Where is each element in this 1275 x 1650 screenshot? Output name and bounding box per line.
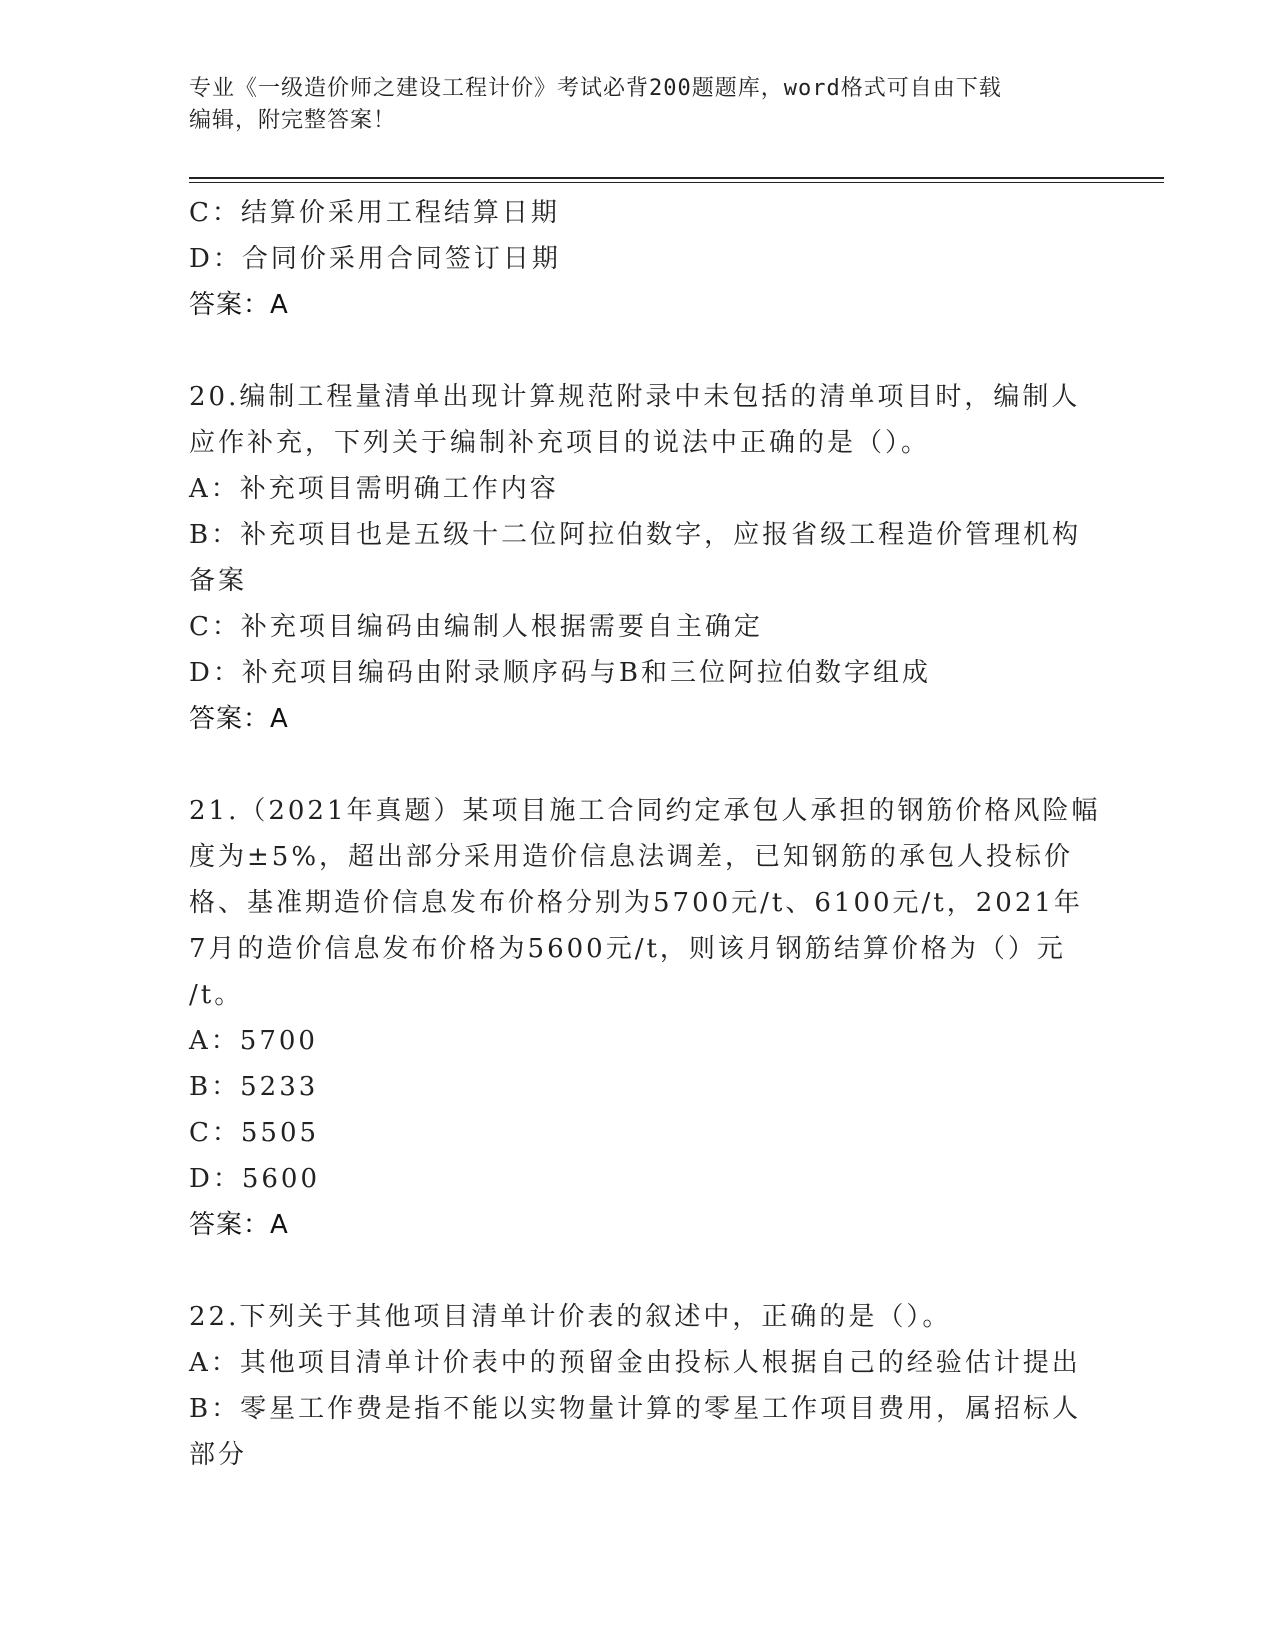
q22-option-a: A：其他项目清单计价表中的预留金由投标人根据自己的经验估计提出 bbox=[189, 1348, 1081, 1378]
q21-stem-line-3: 格、基准期造价信息发布价格分别为5700元/t、6100元/t，2021年 bbox=[189, 888, 1083, 918]
question-19 bbox=[189, 190, 1089, 328]
q20-option-b-line-1: B：补充项目也是五级十二位阿拉伯数字，应报省级工程造价管理机构 bbox=[189, 520, 1082, 550]
q22-stem-line-1: 22.下列关于其他项目清单计价表的叙述中，正确的是（）。 bbox=[189, 1302, 952, 1332]
q20-option-b-line-2: 备案 bbox=[189, 566, 248, 596]
q21-stem-line-4: 7月的造价信息发布价格为5600元/t，则该月钢筋结算价格为（）元 bbox=[189, 934, 1066, 964]
question-20 bbox=[189, 374, 1089, 742]
q19-option-c: C：结算价采用工程结算日期 bbox=[189, 198, 560, 228]
question-list bbox=[189, 190, 1101, 1478]
q21-option-b: B：5233 bbox=[189, 1072, 319, 1102]
q21-answer: 答案：A bbox=[189, 1210, 289, 1240]
header-divider-thin bbox=[189, 182, 1164, 183]
q21-stem-line-1: 21.（2021年真题）某项目施工合同约定承包人承担的钢筋价格风险幅 bbox=[189, 796, 1101, 826]
question-22 bbox=[189, 1294, 1089, 1478]
q19-option-d: D：合同价采用合同签订日期 bbox=[189, 244, 561, 274]
q21-option-a: A：5700 bbox=[189, 1026, 318, 1056]
spacer bbox=[189, 742, 1089, 788]
q20-stem-line-1: 20.编制工程量清单出现计算规范附录中未包括的清单项目时，编制人 bbox=[189, 382, 1081, 412]
question-21 bbox=[189, 788, 1101, 1248]
document-header bbox=[189, 73, 1089, 137]
header-line-2: 编辑，附完整答案！ bbox=[189, 108, 397, 133]
header-line-1: 专业《一级造价师之建设工程计价》考试必背200题题库，word格式可自由下载 bbox=[189, 76, 1002, 101]
q19-answer: 答案：A bbox=[189, 290, 289, 320]
q20-stem-line-2: 应作补充，下列关于编制补充项目的说法中正确的是（）。 bbox=[189, 428, 931, 458]
q21-option-d: D：5600 bbox=[189, 1164, 321, 1194]
q22-option-b-line-1: B：零星工作费是指不能以实物量计算的零星工作项目费用，属招标人 bbox=[189, 1394, 1082, 1424]
q20-option-c: C：补充项目编码由编制人根据需要自主确定 bbox=[189, 612, 763, 642]
q21-stem-line-5: /t。 bbox=[189, 980, 244, 1010]
q20-answer: 答案：A bbox=[189, 704, 289, 734]
q21-stem-line-2: 度为±5%，超出部分采用造价信息法调差，已知钢筋的承包人投标价 bbox=[189, 842, 1074, 872]
q21-option-c: C：5505 bbox=[189, 1118, 320, 1148]
q22-option-b-line-2: 部分 bbox=[189, 1440, 248, 1470]
q20-option-a: A：补充项目需明确工作内容 bbox=[189, 474, 559, 504]
header-divider-thick bbox=[189, 177, 1164, 179]
spacer bbox=[189, 328, 1089, 374]
q20-option-d: D：补充项目编码由附录顺序码与B和三位阿拉伯数字组成 bbox=[189, 658, 931, 688]
spacer bbox=[189, 1248, 1089, 1294]
